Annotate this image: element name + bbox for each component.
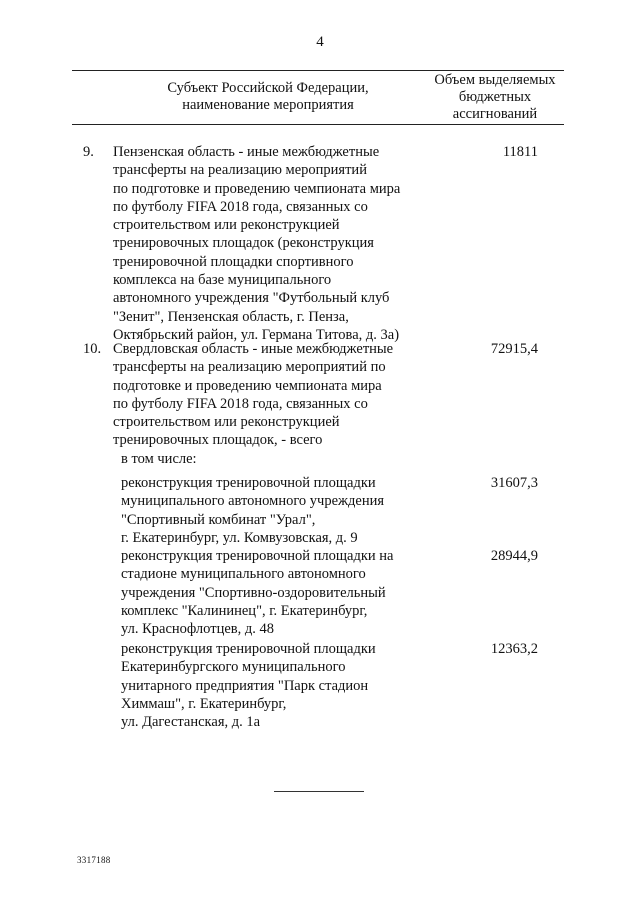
row-line: реконструкция тренировочной площадки [121,475,376,491]
row-amount: 72915,4 [490,341,538,357]
row-line: тренировочных площадок (реконструкция [113,235,374,252]
row-line: тренировочных площадок, - всего [113,432,323,449]
row-line: унитарного предприятия "Парк стадион [121,677,369,694]
row-line: стадионе муниципального автономного [121,566,366,583]
row-line: реконструкция тренировочной площадки [121,641,376,657]
header-subject-line-1: Субъект Российской Федерации, [167,80,369,96]
end-of-document-rule [274,791,364,792]
row-line: "Спортивный комбинат "Урал", [121,511,316,528]
row-line: учреждения "Спортивно-оздоровительный [121,584,386,601]
header-bottom-rule [72,124,564,125]
row-line: Свердловская область - иные межбюджетные [113,341,394,357]
header-subject-line-2: наименование мероприятия [182,97,354,113]
sub-row-amount: 12363,2 [490,641,538,657]
row-number: 9. [83,144,94,160]
row-line: комплекс "Калининец", г. Екатеринбург, [121,602,368,619]
header-amount-line-2: бюджетных [458,89,532,105]
header-amount-title [426,72,564,123]
row-description [113,340,433,450]
row-line: автономного учреждения "Футбольный клуб [113,290,390,307]
sub-row-description [121,547,433,638]
row-description [113,143,433,344]
row-line: подготовке и проведению чемпионата мира [113,377,382,394]
row-line: по футболу FIFA 2018 года, связанных со [113,395,368,412]
row-line: трансферты на реализацию мероприятий [113,162,367,179]
sub-row-amount: 28944,9 [490,548,538,564]
row-line: ул. Дагестанская, д. 1а [121,714,261,731]
row-line: Екатеринбургского муниципального [121,659,346,676]
row-line: Октябрьский район, ул. Германа Титова, д. 3а) [113,326,400,343]
row-line: комплекса на базе муниципального [113,272,332,289]
sub-row-amount: 31607,3 [490,475,538,491]
row-line: реконструкция тренировочной площадки на [121,548,394,564]
sub-row-description [121,474,433,547]
row-line: Химмаш", г. Екатеринбург, [121,695,287,712]
row-line: строительством или реконструкцией [113,217,340,234]
row-line: ул. Краснофлотцев, д. 48 [121,621,274,638]
including-label: в том числе: [121,451,197,467]
header-top-rule [72,70,564,71]
header-amount-line-1: Объем выделяемых [434,72,556,88]
header-amount-line-3: ассигнований [452,106,538,122]
row-line: тренировочной площадки спортивного [113,253,354,270]
row-amount: 11811 [502,144,538,160]
row-line: муниципального автономного учреждения [121,493,385,510]
row-line: "Зенит", Пензенская область, г. Пенза, [113,308,349,325]
row-line: трансферты на реализацию мероприятий по [113,359,386,376]
document-code: 3317188 [77,855,111,865]
row-line: Пензенская область - иные межбюджетные [113,144,380,160]
row-line: по футболу FIFA 2018 года, связанных со [113,198,368,215]
header-subject-title [118,80,418,114]
page-number: 4 [316,34,324,50]
row-line: строительством или реконструкцией [113,414,340,431]
row-line: по подготовке и проведению чемпионата мира [113,180,401,197]
row-line: г. Екатеринбург, ул. Комвузовская, д. 9 [121,529,358,546]
sub-row-description [121,640,433,731]
row-number: 10. [83,341,102,357]
